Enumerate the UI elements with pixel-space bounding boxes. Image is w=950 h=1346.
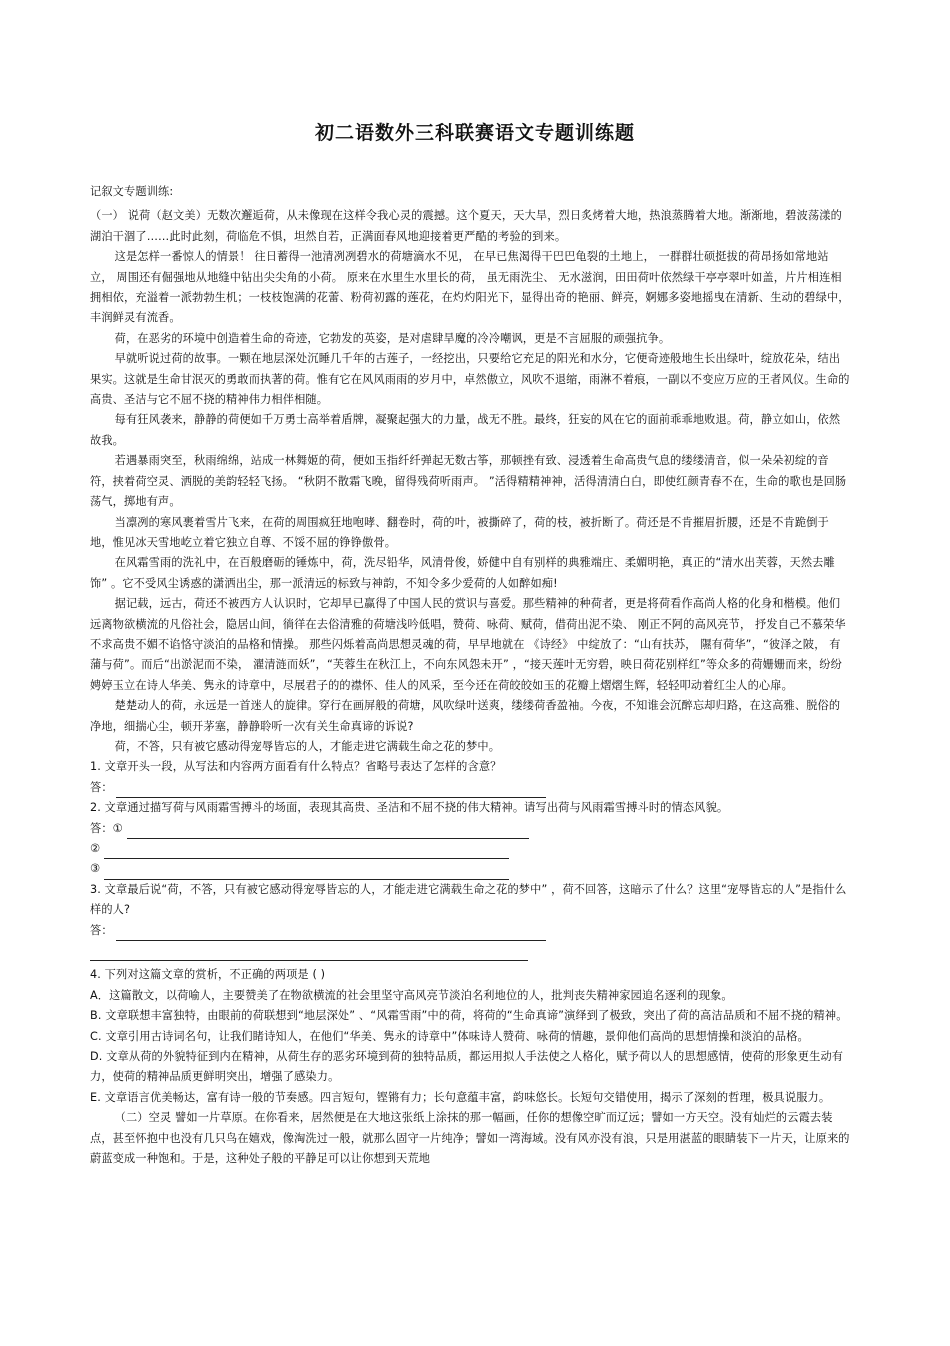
passage1-paragraph-7: 当凛冽的寒风裹着雪片飞来，在荷的周围疯狂地咆哮、翻卷时，荷的叶，被撕碎了，荷的枝，被折断了。荷还是不肯摧眉折腰，还是不肯跪倒于地，惟见冰天雪地屹立着它独立自尊、不馁不屈的铮铮傲骨。 [90, 515, 829, 549]
passage1-paragraph-3: 荷，在恶劣的环境中创造着生命的奇迹，它勃发的英姿，是对虐肆旱魔的冷冷嘲讽，更是不言屈服的顽强抗争。 [114, 331, 671, 345]
passage1-paragraph-11: 荷，不答，只有被它感动得宠辱皆忘的人，才能走进它满载生命之花的梦中。 [114, 739, 501, 753]
answer-line[interactable] [104, 846, 509, 859]
question-4: 4. 下列对这篇文章的赏析，不正确的两项是 ( ) [90, 968, 326, 982]
option-e: E. 文章语言优美畅达，富有诗一般的节奏感。四言短句，铿锵有力；长句意蕴丰富，韵味悠长。长短句交错使用，揭示了深刻的哲理，极具说服力。 [90, 1090, 831, 1104]
answer-label-2-1: 答：① [90, 821, 123, 835]
answer-line[interactable] [104, 867, 509, 880]
answer-label-2-3: ③ [90, 862, 101, 876]
passage1-paragraph-2: 这是怎样一番惊人的情景！ 往日蓄得一池清冽冽碧水的荷塘滴水不见， 在早已焦渴得干巴巴龟裂的土地上， 一群群壮硕挺拔的荷昂扬如常地站立， 周围还有倔强地从地缝中钻出尖尖角的小荷。 原来在水里生水里长的荷， 虽无雨洗尘、 无水滋润，田田荷叶依然绿干亭亭翠叶如盖，片片相连相拥相依，充溢着一派勃勃生机；一枝枝饱满的花蕾、粉荷初露的莲花，在灼灼阳光下，显得出奇的艳丽、鲜亮，婀娜多姿地摇曳在清新、生动的碧绿中，丰润鲜灵有流香。 [90, 250, 850, 325]
answer-line[interactable] [116, 928, 546, 941]
option-c: C. 文章引用古诗词名句，让我们睹诗知人，在他们“华美、隽永的诗章中”体味诗人赞荷、咏荷的情趣，景仰他们高尚的思想情操和淡泊的品格。 [90, 1029, 809, 1043]
answer-row-2-1 [90, 819, 850, 839]
passage1-paragraph-4: 早就听说过荷的故事。一颗在地层深处沉睡几千年的古莲子，一经挖出，只要给它充足的阳光和水分，它便奇迹般地生长出绿叶，绽放花朵，结出果实。这就是生命甘泯灭的勇敢而执著的荷。惟有它在风风雨雨的岁月中，卓然傲立，风吹不退缩，雨淋不着痕，一副以不变应万应的王者风仪。生命的高贵、圣洁与它不屈不挠的精神伟力相伴相随。 [90, 352, 850, 407]
question-1: 1. 文章开头一段，从写法和内容两方面看有什么特点？省略号表达了怎样的含意？ [90, 760, 502, 774]
passage1-paragraph-1: （一） 说荷（赵文美）无数次邂逅荷，从未像现在这样令我心灵的震撼。这个夏天，天大旱，烈日炙烤着大地，热浪蒸腾着大地。渐渐地，碧波荡漾的湖泊干涸了……此时此刻，荷临危不惧，坦然自若，正满面春风地迎接着更严酷的考验的到来。 [90, 209, 842, 243]
page-title: 初二语数外三科联赛语文专题训练题 [314, 122, 635, 144]
answer-row-3-2 [90, 941, 850, 961]
passage1-paragraph-10: 楚楚动人的荷，永远是一首迷人的旋律。穿行在画屏般的荷塘，风吹绿叶送爽，缕缕荷香盈袖。今夜，不知谁会沉醉忘却归路，在这高雅、脱俗的净地，细揣心尘，顿开茅塞，静静聆听一次有关生命真谛的诉说? [90, 699, 841, 733]
answer-line[interactable] [90, 948, 528, 961]
passage1-paragraph-5: 每有狂风袭来，静静的荷便如千万勇士高举着盾牌，凝聚起强大的力量，战无不胜。最终，狂妄的风在它的面前乖乖地败退。荷，静立如山，依然故我。 [90, 413, 841, 447]
answer-row-3 [90, 921, 850, 941]
answer-label: 答： [90, 780, 113, 794]
passage1-paragraph-8: 在风霜雪雨的洗礼中，在百般磨砺的锤炼中，荷，洗尽铅华，风清骨俊，娇健中自有别样的典雅端庄、柔媚明艳，真正的“清水出芙蓉，天然去雕饰” 。它不受风尘诱惑的潇洒出尘，那一派清远的标致与神韵，不知令多少爱荷的人如醉如痴! [90, 556, 835, 590]
document-body [90, 182, 850, 1170]
passage1-paragraph-6: 若遇暴雨突至，秋雨绵绵，站成一林舞姬的荷，便如玉指纤纤弹起无数古筝，那顿挫有致、浸透着生命高贵气息的缕缕清音，似一朵朵初绽的音符，挟着荷空灵、洒脱的美韵轻轻飞扬。 “秋阴不散霜飞晚，留得残荷听雨声。 ”活得精精神神，活得清清白白，即使红颜青春不在，生命的歌也是回肠荡气，掷地有声。 [90, 454, 847, 509]
answer-label: 答： [90, 923, 113, 937]
section-label: 记叙文专题训练: [90, 185, 174, 198]
option-a: A．这篇散文，以荷喻人，主要赞美了在物欲横流的社会里坚守高风亮节淡泊名利地位的人，批判丧失精神家园追名逐利的现象。 [90, 988, 733, 1002]
passage2-paragraph-1: （二）空灵 譬如一片草原。在你看来，居然便是在大地这张纸上涂抹的那一幅画，任你的想像空旷而辽远；譬如一方天空。没有灿烂的云霞去装点，甚至怀抱中也没有几只鸟在嬉戏，像淘洗过一般，就那么固守一片纯净；譬如一湾海域。没有风亦没有浪，只是用湛蓝的眼睛装下一片天，让原来的蔚蓝变成一种饱和。于是，这种处子般的平静足可以让你想到天荒地 [90, 1111, 850, 1166]
answer-label-2-2: ② [90, 842, 101, 855]
option-d: D. 文章从荷的外貌特征到内在精神，从荷生存的恶劣环境到荷的独特品质，都运用拟人手法使之人格化，赋予荷以人的思想感情，使荷的形象更生动有力，使荷的精神品质更鲜明突出，增强了感染力。 [90, 1050, 844, 1084]
answer-line[interactable] [127, 826, 529, 839]
passage1-paragraph-9: 据记载，远古，荷还不被西方人认识时，它却早已赢得了中国人民的赏识与喜爱。那些精神的种荷者，更是将荷看作高尚人格的化身和楷模。他们远离物欲横流的凡俗社会，隐居山间，徜徉在去俗清雅的荷塘浅吟低唱，赞荷、咏荷、赋荷，借荷出泥不染、 刚正不阿的高风亮节， 抒发自己不慕荣华不求高贵不媚不谄恪守淡泊的品格和情操。 那些闪烁着高尚思想灵魂的荷，早早地就在 《诗经》 中绽放了：“山有扶苏， 隰有荷华”，“彼泽之陂， 有蒲与荷”。而后“出淤泥而不染， 濯清涟而妖”，“芙蓉生在秋江上，不向东风怨未开” ，“接天莲叶无穷碧，映日荷花别样红”等众多的荷姗姗而来，纷纷娉婷玉立在诗人华美、隽永的诗章中，尽展君子的的襟怀、佳人的风采，至今还在荷皎皎如玉的花瓣上熠熠生辉，轻轻叩动着红尘人的心扉。 [90, 597, 846, 692]
option-b: B. 文章联想丰富独特，由眼前的荷联想到“地层深处” 、“风霜雪雨”中的荷，将荷的“生命真谛”演绎到了极致，突出了荷的高洁品质和不屈不挠的精神。 [90, 1009, 848, 1023]
question-2: 2. 文章通过描写荷与风雨霜雪搏斗的场面，表现其高贵、圣洁和不屈不挠的伟大精神。请写出荷与风雨霜雪搏斗时的情态风貌。 [90, 801, 729, 815]
question-3: 3. 文章最后说“荷，不答，只有被它感动得宠辱皆忘的人，才能走进它满载生命之花的梦中” ，荷不回答，这暗示了什么？这里“宠辱皆忘的人”是指什么样的人? [90, 882, 847, 917]
answer-row-2-3 [90, 859, 850, 879]
answer-line[interactable] [116, 785, 546, 798]
answer-row-2-2 [90, 839, 850, 859]
answer-row-1 [90, 778, 850, 798]
